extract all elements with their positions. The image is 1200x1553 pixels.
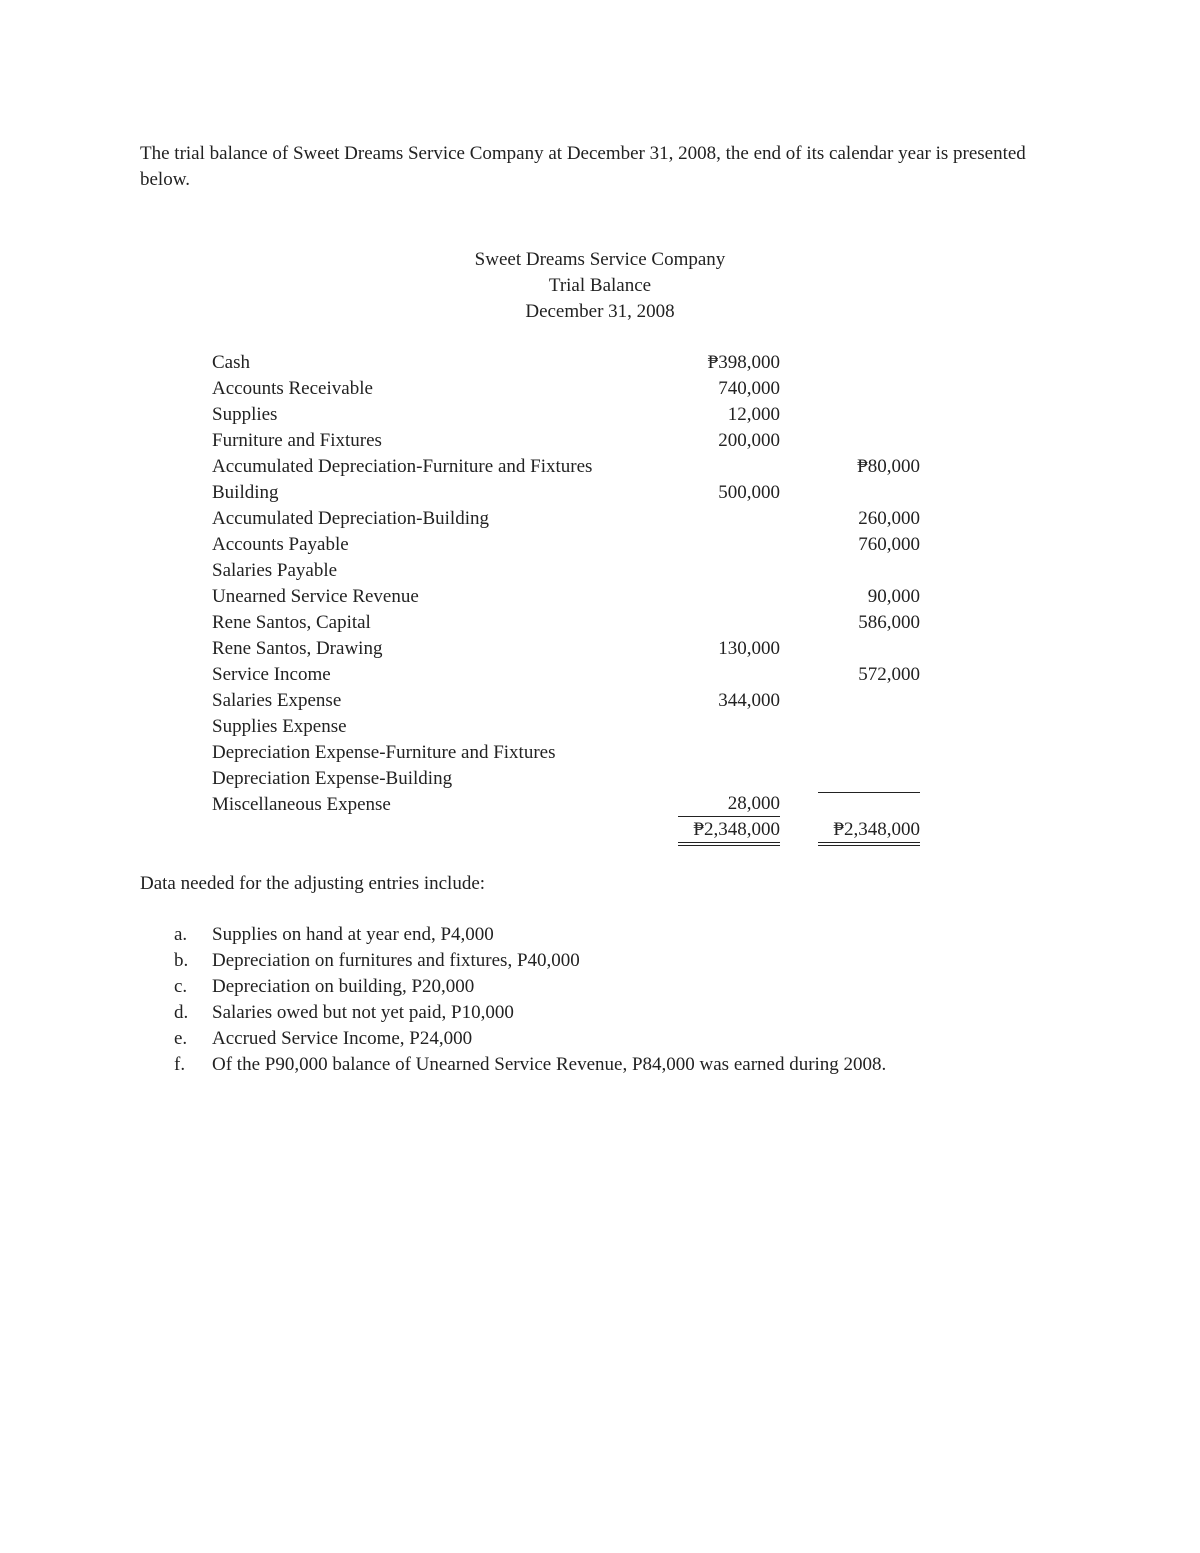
list-item-text: Salaries owed but not yet paid, P10,000 bbox=[212, 1002, 514, 1023]
account-name: Salaries Payable bbox=[212, 560, 338, 581]
account-name: Building bbox=[212, 482, 279, 503]
debit-amount: 200,000 bbox=[718, 430, 780, 451]
trial-balance-rows bbox=[212, 350, 922, 818]
list-item bbox=[174, 1052, 1054, 1078]
list-item-letter: b. bbox=[174, 950, 189, 971]
account-name: Accounts Payable bbox=[212, 534, 349, 555]
table-row bbox=[212, 402, 922, 428]
credit-amount: 572,000 bbox=[858, 664, 920, 685]
table-row bbox=[212, 428, 922, 454]
account-name: Rene Santos, Drawing bbox=[212, 638, 383, 659]
adjusting-data-label: Data needed for the adjusting entries include: bbox=[140, 873, 486, 894]
statement-heading bbox=[0, 247, 1200, 325]
list-item-text: Depreciation on building, P20,000 bbox=[212, 976, 475, 997]
total-debit: ₱2,348,000 bbox=[678, 818, 780, 846]
table-row bbox=[212, 636, 922, 662]
account-name: Depreciation Expense-Furniture and Fixtures bbox=[212, 742, 556, 763]
intro-paragraph: The trial balance of Sweet Dreams Service Company at December 31, 2008, the end of its calendar year is presented below. bbox=[140, 143, 1026, 190]
table-row bbox=[212, 558, 922, 584]
table-row bbox=[212, 506, 922, 532]
account-name: Accounts Receivable bbox=[212, 378, 373, 399]
list-item bbox=[174, 922, 1054, 948]
debit-amount: 500,000 bbox=[718, 482, 780, 503]
account-name: Salaries Expense bbox=[212, 690, 342, 711]
list-item bbox=[174, 1026, 1054, 1052]
list-item-text: Accrued Service Income, P24,000 bbox=[212, 1028, 473, 1049]
list-item bbox=[174, 1000, 1054, 1026]
trial-balance-total-row bbox=[212, 818, 922, 844]
table-row bbox=[212, 610, 922, 636]
list-item-text: Of the P90,000 balance of Unearned Service Revenue, P84,000 was earned during 2008. bbox=[212, 1054, 887, 1075]
account-name: Unearned Service Revenue bbox=[212, 586, 419, 607]
table-row bbox=[212, 480, 922, 506]
debit-amount: 12,000 bbox=[727, 404, 780, 425]
total-credit: ₱2,348,000 bbox=[818, 818, 920, 846]
account-name: Accumulated Depreciation-Building bbox=[212, 508, 489, 529]
table-row bbox=[212, 792, 922, 818]
table-row bbox=[212, 766, 922, 792]
debit-amount: 344,000 bbox=[718, 690, 780, 711]
debit-amount: 740,000 bbox=[718, 378, 780, 399]
credit-amount: 760,000 bbox=[858, 534, 920, 555]
table-row bbox=[212, 740, 922, 766]
credit-amount: 260,000 bbox=[858, 508, 920, 529]
credit-amount: 90,000 bbox=[867, 586, 920, 607]
account-name: Miscellaneous Expense bbox=[212, 794, 391, 815]
table-row bbox=[212, 688, 922, 714]
list-item bbox=[174, 948, 1054, 974]
table-row bbox=[212, 376, 922, 402]
debit-amount: 28,000 bbox=[678, 792, 780, 817]
account-name: Cash bbox=[212, 352, 250, 373]
statement-title: Trial Balance bbox=[548, 275, 652, 296]
statement-date: December 31, 2008 bbox=[525, 301, 675, 322]
list-item-letter: e. bbox=[174, 1028, 188, 1049]
list-item-text: Depreciation on furnitures and fixtures, P40,000 bbox=[212, 950, 580, 971]
credit-amount: 586,000 bbox=[858, 612, 920, 633]
company-name: Sweet Dreams Service Company bbox=[474, 249, 726, 270]
debit-amount: ₱398,000 bbox=[707, 352, 780, 373]
list-item-letter: a. bbox=[174, 924, 188, 945]
trial-balance-table bbox=[212, 350, 922, 844]
list-item-letter: f. bbox=[174, 1054, 186, 1075]
list-item-letter: c. bbox=[174, 976, 188, 997]
account-name: Furniture and Fixtures bbox=[212, 430, 382, 451]
account-name: Supplies bbox=[212, 404, 278, 425]
table-row bbox=[212, 454, 922, 480]
account-name: Rene Santos, Capital bbox=[212, 612, 371, 633]
account-name: Depreciation Expense-Building bbox=[212, 768, 453, 789]
list-item-text: Supplies on hand at year end, P4,000 bbox=[212, 924, 494, 945]
credit-amount: ₱80,000 bbox=[857, 456, 920, 477]
list-item bbox=[174, 974, 1054, 1000]
list-item-letter: d. bbox=[174, 1002, 189, 1023]
table-row bbox=[212, 584, 922, 610]
table-row bbox=[212, 662, 922, 688]
debit-amount: 130,000 bbox=[718, 638, 780, 659]
adjustments-list bbox=[174, 922, 1054, 1078]
table-row bbox=[212, 714, 922, 740]
table-row bbox=[212, 350, 922, 376]
account-name: Service Income bbox=[212, 664, 331, 685]
account-name: Accumulated Depreciation-Furniture and Fixtures bbox=[212, 456, 593, 477]
table-row bbox=[212, 532, 922, 558]
credit-amount bbox=[818, 792, 920, 793]
account-name: Supplies Expense bbox=[212, 716, 347, 737]
